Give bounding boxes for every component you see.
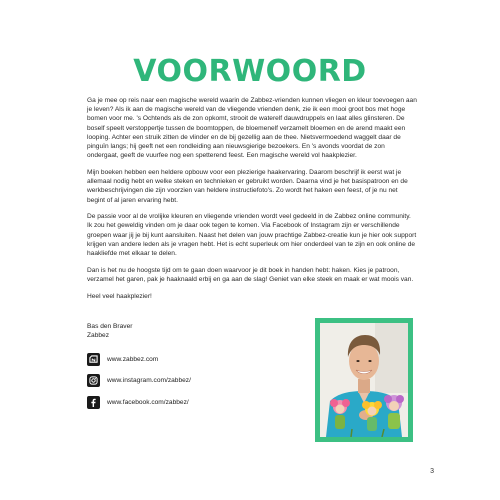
author-photo: [320, 323, 408, 437]
author-name: Bas den Braver: [87, 323, 133, 330]
facebook-icon: [87, 396, 100, 409]
author-photo-frame: [315, 318, 413, 442]
instagram-link[interactable]: [87, 374, 191, 388]
signature: [87, 322, 132, 340]
page-title: VOORWOORD: [133, 54, 367, 89]
closing-line: Heel veel haakplezier!: [87, 292, 152, 300]
website-link[interactable]: [87, 352, 191, 366]
preface-body: [87, 96, 417, 308]
paragraph: Mijn boeken hebben een heldere opbouw voor een plezierige haakervaring. Daarom beschrijf ik eerst wat je allemaal nodig hebt en welke steken en technieken er gebruikt worden. Daarna vind je het basispatroon en de werkbeschrijvingen die zijn voorzien van heldere instructiefoto's. Zo wordt het haken een feest, of je nu net begint of al jaren ervaring hebt.: [87, 168, 408, 204]
instagram-link-text: www.instagram.com/zabbez/: [107, 377, 191, 384]
facebook-link-text: www.facebook.com/zabbez/: [107, 398, 189, 406]
page-number: 3: [430, 468, 434, 475]
contact-links: [87, 352, 191, 417]
facebook-link[interactable]: [87, 395, 191, 409]
web-icon: [87, 353, 100, 366]
paragraph: Ga je mee op reis naar een magische wereld waarin de Zabbez-vrienden kunnen vliegen en kleur toevoegen aan je leven? Als ik aan de magische wereld van de vliegende vrienden denk, zie ik een mooi groot bos met hoge bomen voor me. 's Ochtends als de zon opkomt, strooit de waterelf dauwdruppels en laat alles glinsteren. De boself speelt verstoppertje tussen de boomtoppen, de bloemenelf verzamelt bloemen en de arend maakt een looping. Achter een struik zitten de vlinder en de bij gezellig aan de thee. Nietsvermoedend waggelt daar de pinguïn langs; hij geeft net een rondleiding aan nieuwsgierige bezoekers. En 's avonds voordat de zon ondergaat, geeft de vuurfee nog een spetterend feest. Een magische wereld vol haakplezier.: [87, 97, 417, 160]
author-brand: Zabbez: [87, 332, 109, 339]
website-link-text: www.zabbez.com: [107, 355, 159, 363]
paragraph: Dan is het nu de hoogste tijd om te gaan doen waarvoor je dit boek in handen hebt: haken. Kies je patroon, verzamel het garen, pak je haaknaald erbij en ga aan de slag! Geniet van elke steek en maak er wat moois van.: [87, 266, 414, 283]
paragraph: De passie voor al de vrolijke kleuren en vliegende vrienden wordt veel gedeeld in de Zabbez online community. Ik zou het geweldig vinden om je daar ook tegen te komen. Via Facebook of Instagram zijn er verschillende groepen waar jij je bij kunt aansluiten. Naast het delen van jouw prachtige Zabbez-creatie kun je hier ook support krijgen van andere leden als je vragen hebt. Het is echt superleuk om hier onderdeel van te zijn en ook online de haakliefde met elkaar te delen.: [87, 213, 417, 258]
instagram-icon: [87, 374, 100, 387]
